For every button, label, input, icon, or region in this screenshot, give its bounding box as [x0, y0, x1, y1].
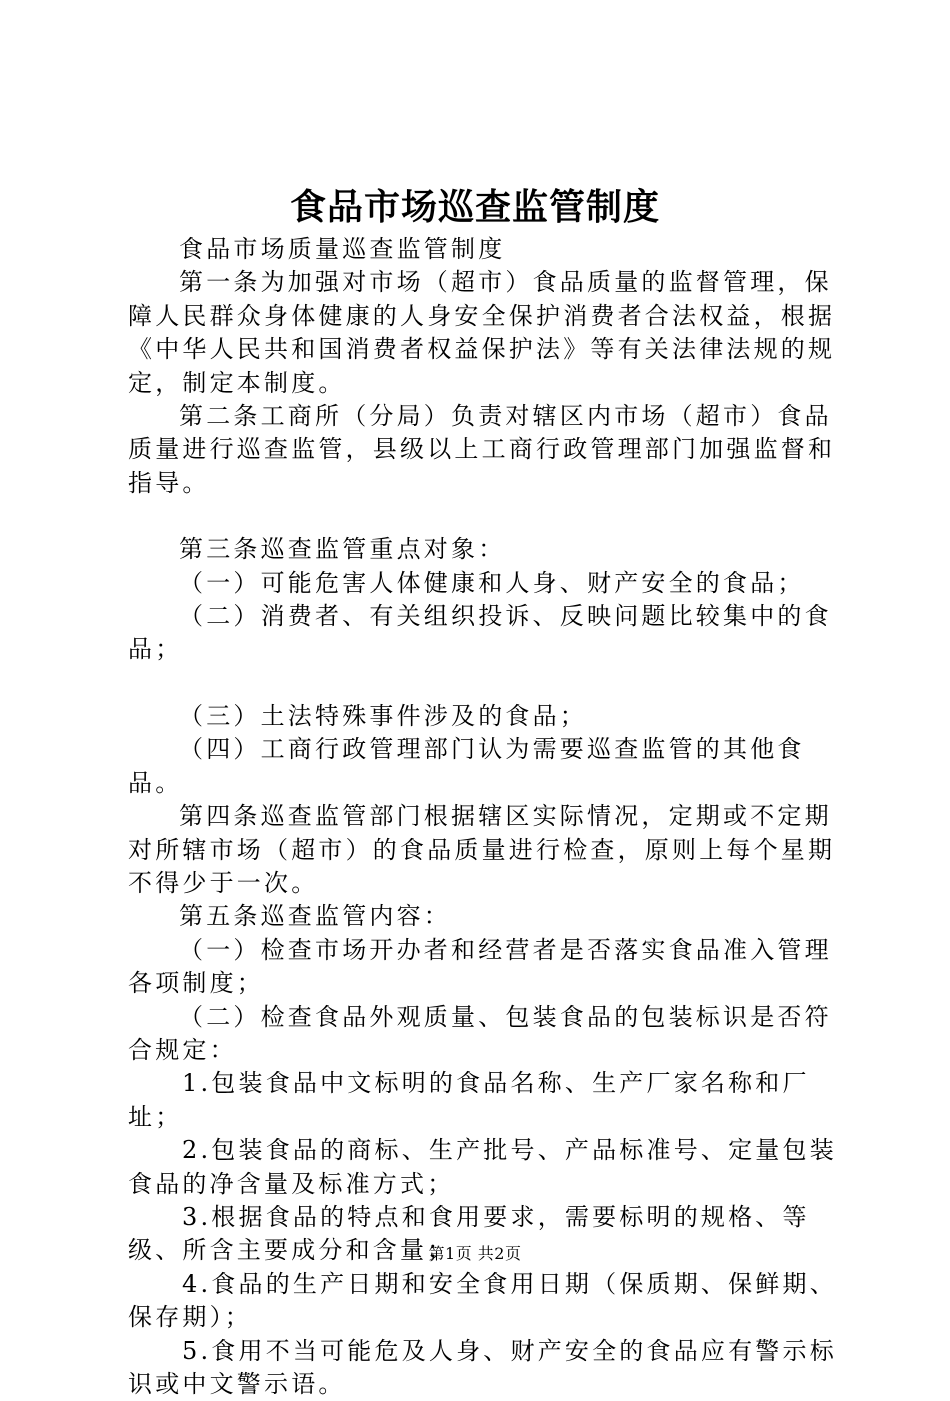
paragraph-article-5: 第五条巡查监管内容： [179, 902, 451, 931]
blank-line [128, 500, 840, 533]
list-item-3-4: （四）工商行政管理部门认为需要巡查监管的其他食品。 [128, 735, 805, 797]
paragraph-subtitle: 食品市场质量巡查监管制度 [179, 235, 506, 263]
list-item-5-1: （一）检查市场开办者和经营者是否落实食品准入管理各项制度； [128, 935, 832, 998]
paragraph-article-1: 第一条为加强对市场（超市）食品质量的监督管理，保障人民群众身体健康的人身安全保护消费者合法权益，根据《中华人民共和国消费者权益保护法》等有关法律法规的规定，制定本制度。 [128, 268, 836, 397]
sub-item-5: 5.食用不当可能危及人身、财产安全的食品应有警示标识或中文警示语。 [128, 1336, 837, 1398]
list-item-3-2: （二）消费者、有关组织投诉、反映问题比较集中的食品； [128, 602, 832, 664]
paragraph-article-3: 第三条巡查监管重点对象： [179, 535, 506, 564]
document-body [128, 233, 840, 1401]
paragraph-article-2: 第二条工商所（分局）负责对辖区内市场（超市）食品质量进行巡查监管，县级以上工商行政管理部门加强监督和指导。 [128, 402, 836, 497]
sub-item-2: 2.包装食品的商标、生产批号、产品标准号、定量包装食品的净含量及标准方式； [128, 1136, 837, 1198]
sub-item-3: 3.根据食品的特点和食用要求，需要标明的规格、等级、所含主要成分和含量； [128, 1202, 810, 1265]
sub-item-4: 4.食品的生产日期和安全食用日期（保质期、保鲜期、保存期）； [128, 1269, 837, 1332]
list-item-3-3: （三）土法特殊事件涉及的食品； [179, 701, 587, 730]
sub-item-1: 1.包装食品中文标明的食品名称、生产厂家名称和厂址； [128, 1069, 810, 1131]
list-item-5-2: （二）检查食品外观质量、包装食品的包装标识是否符合规定： [128, 1002, 832, 1064]
paragraph-article-4: 第四条巡查监管部门根据辖区实际情况，定期或不定期对所辖市场（超市）的食品质量进行检查，原则上每个星期不得少于一次。 [128, 802, 836, 897]
page-number-footer: 第1页 共2页 [428, 1244, 522, 1263]
blank-line [128, 667, 840, 700]
document-title: 食品市场巡查监管制度 [289, 187, 660, 228]
list-item-3-1: （一）可能危害人体健康和人身、财产安全的食品； [179, 568, 805, 597]
